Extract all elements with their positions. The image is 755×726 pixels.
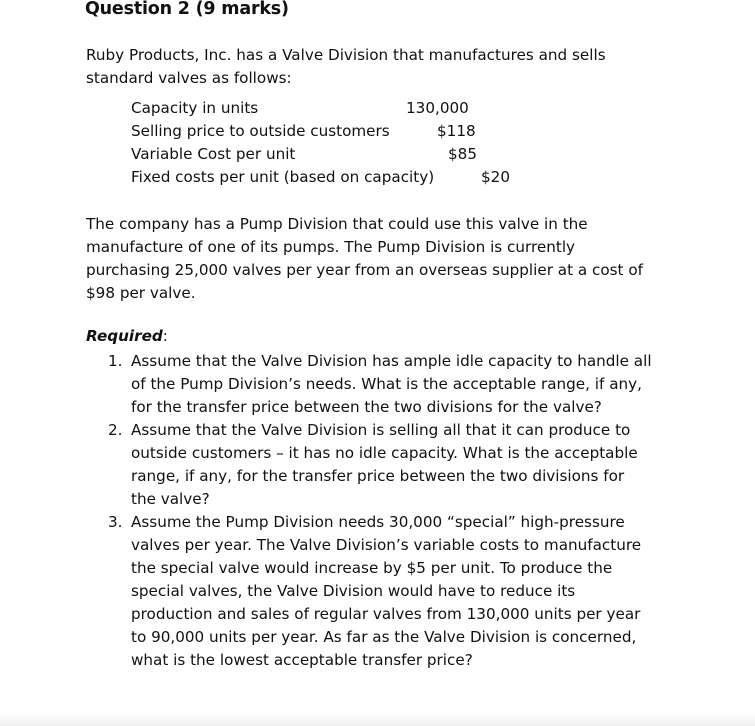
question-line: to 90,000 units per year. As far as the Valve Division is concerned,: [131, 628, 637, 646]
row-label: Capacity in units: [131, 99, 259, 117]
row-value: 130,000: [406, 99, 469, 117]
row-label: Selling price to outside customers: [131, 122, 390, 140]
question-title: Question 2 (9 marks): [85, 0, 289, 19]
question-line: Assume that the Valve Division has ample idle capacity to handle all: [131, 352, 652, 370]
intro-line: Ruby Products, Inc. has a Valve Division that manufactures and sells: [86, 46, 606, 64]
question-item: [108, 419, 652, 511]
pump-paragraph: [86, 213, 726, 305]
question-line: Assume the Pump Division needs 30,000 “special” high-pressure: [131, 513, 625, 531]
pump-line: $98 per valve.: [86, 284, 196, 302]
required-label: Required: [86, 327, 163, 345]
question-line: for the transfer price between the two divisions for the valve?: [131, 398, 602, 416]
row-value: $118: [437, 122, 476, 140]
question-item: [108, 511, 652, 672]
question-line: range, if any, for the transfer price between the two divisions for: [131, 467, 625, 485]
question-line: the special valve would increase by $5 per unit. To produce the: [131, 559, 613, 577]
row-value: $20: [481, 168, 510, 186]
question-line: outside customers – it has no idle capacity. What is the acceptable: [131, 444, 638, 462]
question-list: [108, 350, 652, 672]
question-number: 3.: [108, 513, 123, 531]
row-label: Variable Cost per unit: [131, 145, 296, 163]
required-colon: :: [162, 327, 168, 345]
pump-line: manufacture of one of its pumps. The Pump Division is currently: [86, 238, 576, 256]
row-value: $85: [448, 145, 477, 163]
question-line: Assume that the Valve Division is selling all that it can produce to: [131, 421, 631, 439]
question-line: special valves, the Valve Division would have to reduce its: [131, 582, 576, 600]
question-line: of the Pump Division’s needs. What is the acceptable range, if any,: [131, 375, 642, 393]
question-line: the valve?: [131, 490, 210, 508]
pump-line: purchasing 25,000 valves per year from an overseas supplier at a cost of: [86, 261, 643, 279]
question-line: production and sales of regular valves from 130,000 units per year: [131, 605, 641, 623]
intro-paragraph: [86, 44, 726, 90]
required-heading: [86, 327, 168, 345]
question-item: [108, 350, 652, 419]
question-line: valves per year. The Valve Division’s variable costs to manufacture: [131, 536, 642, 554]
question-number: 1.: [108, 352, 123, 370]
row-label: Fixed costs per unit (based on capacity): [131, 168, 435, 186]
bottom-edge-shadow: [0, 712, 755, 726]
question-number: 2.: [108, 421, 123, 439]
pump-line: The company has a Pump Division that could use this valve in the: [86, 215, 588, 233]
question-line: what is the lowest acceptable transfer price?: [131, 651, 473, 669]
intro-line: standard valves as follows:: [86, 69, 292, 87]
